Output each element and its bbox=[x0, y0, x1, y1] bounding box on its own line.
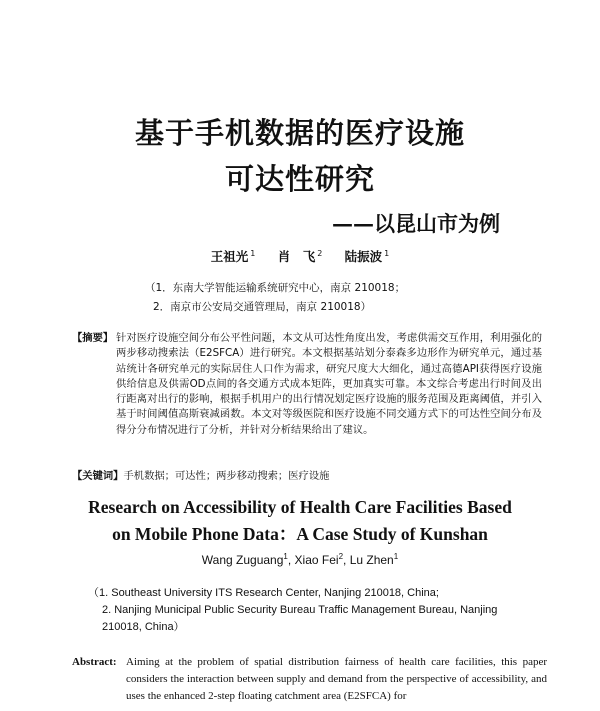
english-author: Lu Zhen$^1$ bbox=[349, 552, 399, 567]
english-author: Wang Zuguang$^1$, bbox=[201, 552, 295, 567]
english-author: Xiao Fei$^2$, bbox=[294, 552, 350, 567]
chinese-affiliations bbox=[145, 279, 405, 317]
english-affiliations bbox=[88, 585, 528, 636]
chinese-authors bbox=[0, 247, 600, 265]
english-title-line-1: Research on Accessibility of Health Care Facilities Based bbox=[88, 497, 512, 517]
english-affiliation: 2. Nanjing Municipal Public Security Bureau Traffic Management Bureau, Nanjing bbox=[102, 604, 498, 616]
chinese-author: 陆振波 $^1$ bbox=[344, 248, 390, 264]
english-affiliation: 210018, China） bbox=[102, 621, 185, 633]
english-affiliation: （1. Southeast University ITS Research Center, Nanjing 210018, China; bbox=[88, 587, 439, 599]
chinese-affiliation: 2．南京市公安局交通管理局，南京 210018） bbox=[153, 301, 372, 313]
chinese-title-line-2: 可达性研究 bbox=[224, 162, 375, 196]
chinese-abstract-label: 【摘要】 bbox=[72, 332, 114, 344]
chinese-author: 王祖光 $^1$ bbox=[210, 248, 256, 264]
chinese-keywords-text: 手机数据；可达性；两步移动搜索；医疗设施 bbox=[123, 470, 330, 482]
english-abstract-text: Aiming at the problem of spatial distribution fairness of health care facilities, this paper considers the interaction between supply and demand from the perspective of accessibility, and uses the enhanced 2-step floating catchment area (E2SFCA) for bbox=[126, 656, 547, 702]
chinese-abstract-text: 针对医疗设施空间分布公平性问题，本文从可达性角度出发，考虑供需交互作用，利用强化的两步移动搜索法（E2SFCA）进行研究。本文根据基站划分泰森多边形作为研究单元，通过基站统计各研究单元的实际居住人口作为需求，研究尺度大大细化，通过高德API获得医疗设施供给信息及供需OD点间的各交通方式成本矩阵，更加真实可靠。本文综合考虑出行时间及出行距离对出行的影响，根据手机用户的出行情况划定医疗设施的服务范围及距离阈值，并引入基于时间阈值高斯衰减函数。本文对等级医院和医疗设施不同交通方式下的可达性空间分布及得分分布情况进行了分析，并针对分析结果给出了建议。 bbox=[116, 332, 542, 436]
chinese-keywords bbox=[72, 467, 542, 482]
english-authors bbox=[0, 552, 600, 567]
english-title-line-2: on Mobile Phone Data：A Case Study of Kunshan bbox=[112, 524, 488, 544]
chinese-author: 肖 飞 $^2$ bbox=[277, 248, 323, 264]
english-abstract-label: Abstract: bbox=[72, 656, 117, 668]
chinese-affiliation: （1．东南大学智能运输系统研究中心，南京 210018； bbox=[145, 282, 406, 294]
chinese-keywords-label: 【关键词】 bbox=[72, 470, 124, 482]
chinese-subtitle: ——以昆山市为例 bbox=[332, 211, 500, 236]
chinese-abstract bbox=[72, 331, 542, 438]
english-abstract bbox=[72, 654, 547, 705]
chinese-title-line-1: 基于手机数据的医疗设施 bbox=[134, 116, 465, 150]
